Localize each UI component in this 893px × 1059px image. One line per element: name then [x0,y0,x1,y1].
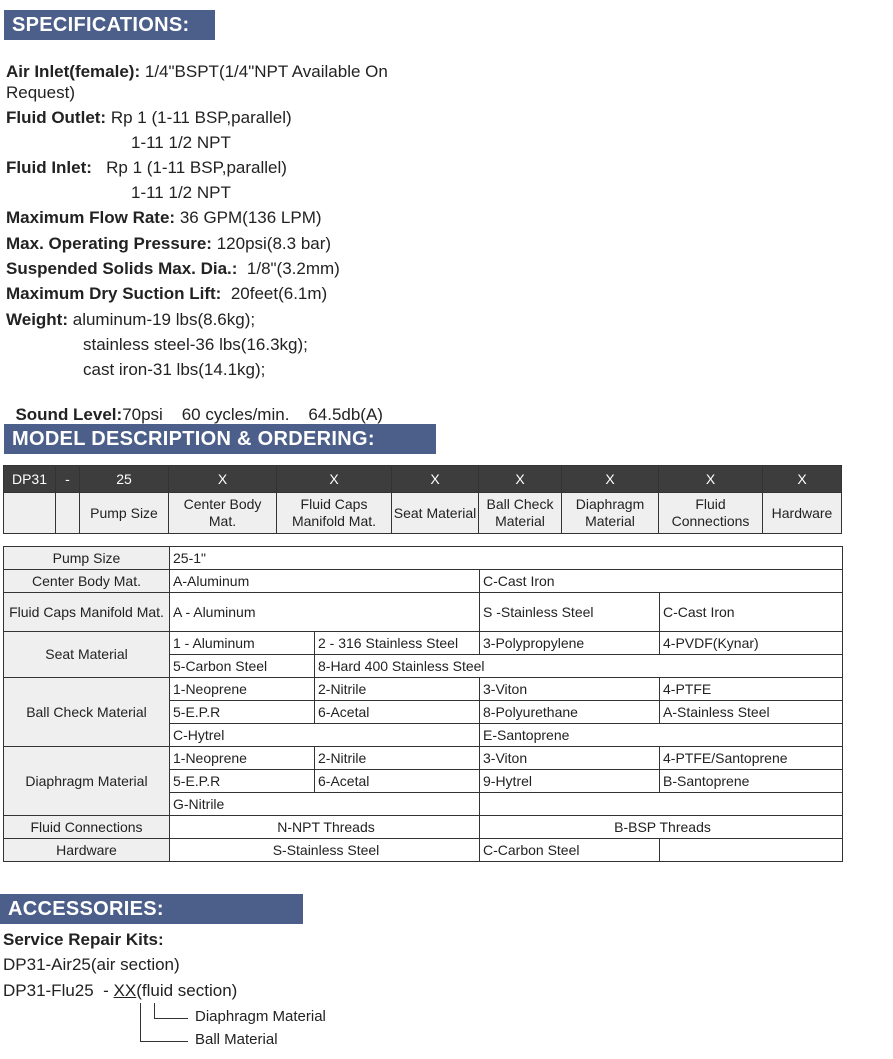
accessories-heading: ACCESSORIES: [0,894,303,924]
code-fluid-conn: X [659,466,763,493]
model-code-row [4,466,842,493]
opt-seat-5: 5-Carbon Steel [170,655,315,678]
code-fluid-caps: X [277,466,392,493]
table-row [4,547,843,570]
legend-line-diaphragm-v [154,1003,155,1018]
spec-solids: Suspended Solids Max. Dia.: 1/8"(3.2mm) [6,259,340,278]
row-label-fluid-caps: Fluid Caps Manifold Mat. [4,593,170,632]
row-label-center-body: Center Body Mat. [4,570,170,593]
label-diaphragm: Diaphragm Material [562,493,659,534]
row-label-fluid-conn: Fluid Connections [4,816,170,839]
opt-fluid-caps-s: S -Stainless Steel [480,593,660,632]
table-row [4,747,843,770]
label-blank-1 [4,493,56,534]
label-center-body: Center Body Mat. [169,493,277,534]
code-pump-size: 25 [80,466,169,493]
code-dash: - [56,466,80,493]
spec-weight-castiron: cast iron-31 lbs(14.1kg); [83,360,266,379]
opt-seat-8: 8-Hard 400 Stainless Steel [315,655,843,678]
spec-fluid-inlet: Fluid Inlet: Rp 1 (1-11 BSP,parallel) [6,158,287,177]
opt-seat-1: 1 - Aluminum [170,632,315,655]
label-pump-size: Pump Size [80,493,169,534]
opt-center-body-a: A-Aluminum [170,570,480,593]
opt-pump-size-25: 25-1" [170,547,843,570]
code-series: DP31 [4,466,56,493]
fluid-kit-xx: XX [113,981,137,1000]
table-row [4,632,843,655]
row-label-ball-check: Ball Check Material [4,678,170,747]
options-table [3,546,843,862]
opt-fluid-caps-c: C-Cast Iron [660,593,843,632]
opt-ball-6: 6-Acetal [315,701,480,724]
table-row [4,593,843,632]
air-kit-code: DP31-Air25(air section) [3,955,180,974]
opt-diaphragm-b: B-Santoprene [660,770,843,793]
code-seat: X [392,466,479,493]
table-row [4,678,843,701]
spec-suction: Maximum Dry Suction Lift: 20feet(6.1m) [6,284,328,303]
label-blank-2 [56,493,80,534]
opt-center-body-c: C-Cast Iron [480,570,843,593]
row-label-seat: Seat Material [4,632,170,678]
opt-diaphragm-9: 9-Hytrel [480,770,660,793]
row-label-diaphragm: Diaphragm Material [4,747,170,816]
opt-diaphragm-3: 3-Viton [480,747,660,770]
opt-diaphragm-g: G-Nitrile [170,793,480,816]
legend-ball-material: Ball Material [195,1031,278,1048]
specifications-heading: SPECIFICATIONS: [4,10,215,40]
spec-fluid-outlet: Fluid Outlet: Rp 1 (1-11 BSP,parallel) [6,108,292,127]
model-label-row [4,493,842,534]
opt-diaphragm-6: 6-Acetal [315,770,480,793]
opt-ball-c: C-Hytrel [170,724,480,747]
opt-hardware-s: S-Stainless Steel [170,839,480,862]
service-kits-label: Service Repair Kits: [3,930,164,949]
opt-diaphragm-4: 4-PTFE/Santoprene [660,747,843,770]
legend-line-ball-v [140,1003,141,1041]
opt-ball-5: 5-E.P.R [170,701,315,724]
spec-fluid-inlet-npt: 1-11 1/2 NPT [131,183,231,202]
spec-fluid-outlet-npt: 1-11 1/2 NPT [131,133,231,152]
table-row [4,570,843,593]
spec-weight: Weight: aluminum-19 lbs(8.6kg); [6,310,256,329]
spec-air-inlet-cont: Request) [6,83,75,102]
opt-fluid-conn-b: B-BSP Threads [480,816,843,839]
opt-diaphragm-empty [480,793,843,816]
opt-ball-a: A-Stainless Steel [660,701,843,724]
opt-ball-3: 3-Viton [480,678,660,701]
legend-diaphragm-material: Diaphragm Material [195,1008,326,1025]
opt-seat-3: 3-Polypropylene [480,632,660,655]
spec-max-flow: Maximum Flow Rate: 36 GPM(136 LPM) [6,208,322,227]
opt-fluid-conn-n: N-NPT Threads [170,816,480,839]
row-label-pump-size: Pump Size [4,547,170,570]
legend-line-diaphragm-h [154,1018,188,1019]
label-hardware: Hardware [763,493,842,534]
opt-hardware-c: C-Carbon Steel [480,839,660,862]
label-seat: Seat Material [392,493,479,534]
opt-ball-4: 4-PTFE [660,678,843,701]
opt-ball-2: 2-Nitrile [315,678,480,701]
table-row [4,839,843,862]
code-diaphragm: X [562,466,659,493]
code-hardware: X [763,466,842,493]
spec-weight-stainless: stainless steel-36 lbs(16.3kg); [83,335,308,354]
legend-line-ball-h [140,1041,188,1042]
spec-air-inlet: Air Inlet(female): 1/4"BSPT(1/4"NPT Available On [6,62,388,81]
opt-ball-8: 8-Polyurethane [480,701,660,724]
opt-seat-4: 4-PVDF(Kynar) [660,632,843,655]
opt-fluid-caps-a: A - Aluminum [170,593,480,632]
fluid-kit-code: DP31-Flu25 - XX(fluid section) [3,981,238,1000]
code-ball-check: X [479,466,562,493]
opt-diaphragm-5: 5-E.P.R [170,770,315,793]
label-fluid-conn: Fluid Connections [659,493,763,534]
opt-diaphragm-1: 1-Neoprene [170,747,315,770]
label-fluid-caps: Fluid Caps Manifold Mat. [277,493,392,534]
spec-sound: Sound Level:70psi 60 cycles/min. 64.5db(A) [15,405,383,424]
opt-ball-1: 1-Neoprene [170,678,315,701]
model-heading: MODEL DESCRIPTION & ORDERING: [4,424,436,454]
model-code-table [3,465,842,534]
opt-ball-e: E-Santoprene [480,724,843,747]
table-row [4,816,843,839]
opt-hardware-empty [660,839,843,862]
code-center-body: X [169,466,277,493]
opt-diaphragm-2: 2-Nitrile [315,747,480,770]
opt-seat-2: 2 - 316 Stainless Steel [315,632,480,655]
spec-max-pressure: Max. Operating Pressure: 120psi(8.3 bar) [6,234,332,253]
label-ball-check: Ball Check Material [479,493,562,534]
row-label-hardware: Hardware [4,839,170,862]
